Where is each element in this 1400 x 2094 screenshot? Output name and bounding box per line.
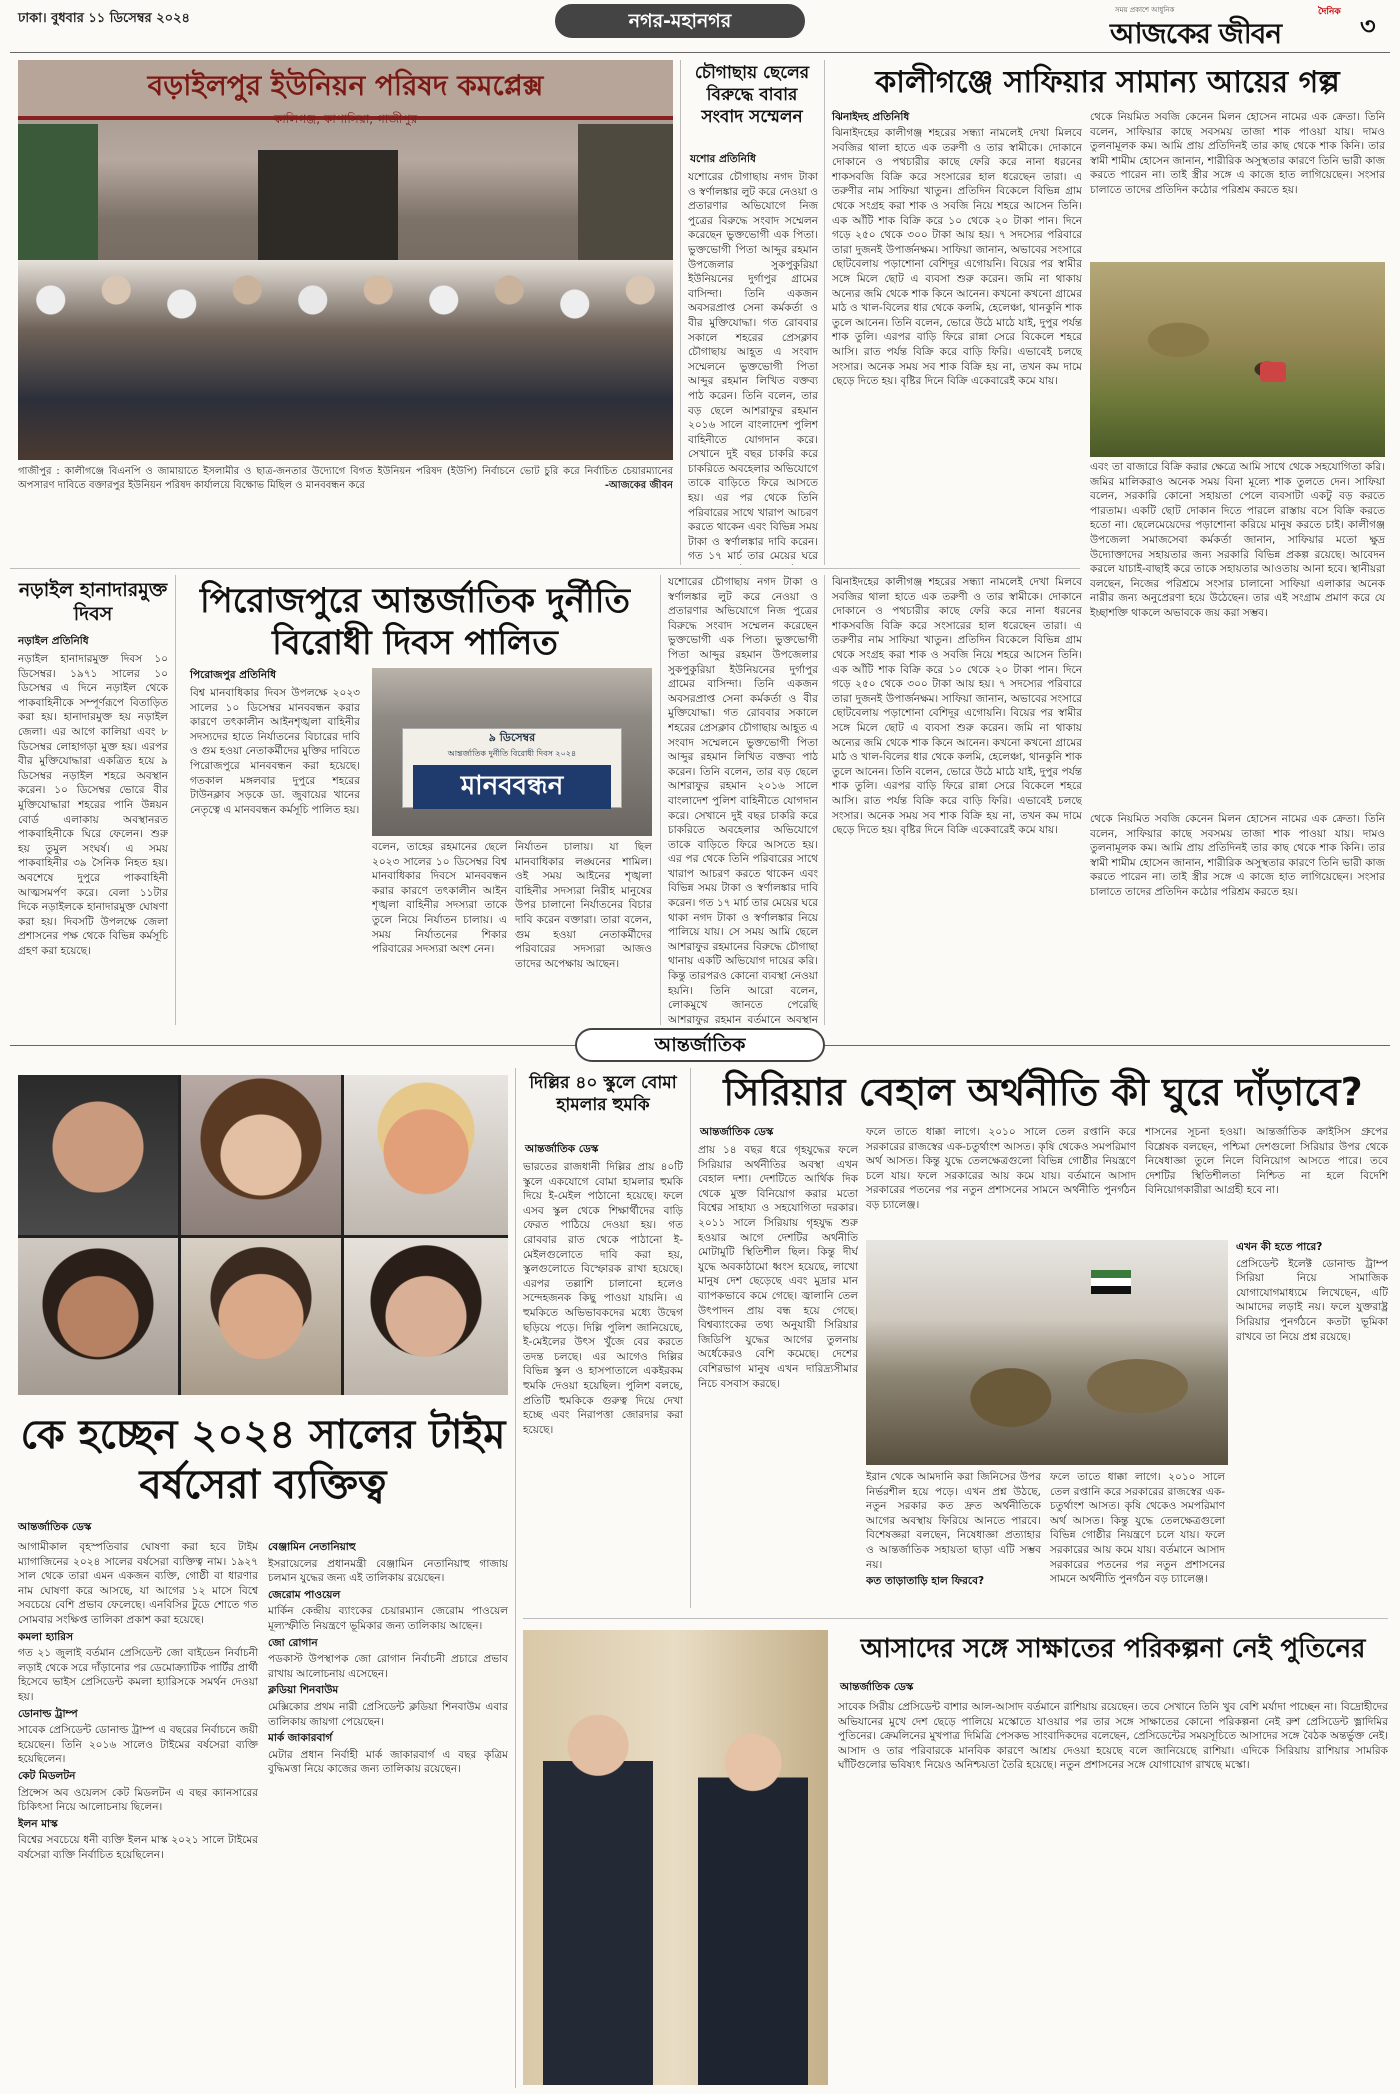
norail-body: নড়াইল হানাদারমুক্ত দিবস ১০ ডিসেম্বর। ১৯৭১ সালের ১০ ডিসেম্বর এ দিনে নড়াইল থেকে পাকবাহিনীকে সম্পূর্ণরূপে বিতাড়িত করা হয়। হানাদারমুক্ত হয় নড়াইল জেলা। এর আগে কালিয়া এবং ৮ ডিসেম্বর লোহাগড়া মুক্ত হয়। এরপর বীর মুক্তিযোদ্ধারা একত্রিত হয়ে ৯ ডিসেম্বর নড়াইল শহরে অবস্থান করেন। ১০ ডিসেম্বর ভোরে বীর মুক্তিযোদ্ধারা শহরের পানি উন্নয়ন বোর্ড এলাকায় অবস্থানরত পাকবাহিনীকে ঘিরে ফেলেন। শুরু হয় তুমুল সংঘর্ষ। এ সময় পাকবাহিনীর ৩৯ সৈনিক নিহত হয়। অবশেষে দুপুরে পাকবাহিনী আত্মসমর্পণ করে। বেলা ১১টার দিকে নড়াইলকে হানাদারমুক্ত ঘোষণা করা হয়। দিবসটি উপলক্ষে জেলা প্রশাসনের পক্ষ থেকে বিভিন্ন কর্মসূচি গ্রহণ করা হয়েছে। bbox=[18, 653, 168, 957]
figure-assad bbox=[543, 1690, 653, 2085]
portrait-trump bbox=[344, 1075, 508, 1235]
syria-body-2: ফলে তাতে ধাক্কা লাগে। ২০১০ সালে তেল রপ্তানি করে সরকারের রাজস্বের এক-চতুর্থাংশ আসত। কৃষি থেকেও সমপরিমাণ অর্থ আসত। কিন্তু যুদ্ধে তেলক্ষেত্রগুলো বিভিন্ন গোষ্ঠীর নিয়ন্ত্রণে চলে যায়। ফলে সরকারের আয় কমে যায়। বর্তমানে আসাদ সরকারের পতনের পর নতুন প্রশাসনের সামনে অর্থনীতি পুনর্গঠন বড় চ্যালেঞ্জ। bbox=[866, 1126, 1136, 1211]
kaliganj-byline: ঝিনাইদহ প্রতিনিধি bbox=[832, 111, 910, 123]
time-body-left: আগামীকাল বৃহস্পতিবার ঘোষণা করা হবে টাইম ম্যাগাজিনের ২০২৪ সালের বর্ষসেরা ব্যক্তিত্ব নাম। ১৯২৭ সাল থেকে তারা এমন একজন ব্যক্তি, গোষ্ঠী বা ধারণার নাম ঘোষণা করে আসছে, যা আগের ১২ মাসে বিশ্বে সবচেয়ে বেশি প্রভাব ফেলেছে। এনবিসির টুডে শোতে গত সোমবার সংক্ষিপ্ত তালিকা প্রকাশ করা হয়েছে। কমলা হ্যারিস গত ২১ জুলাই বর্তমান প্রেসিডেন্ট জো বাইডেন নির্বাচনী লড়াই থেকে সরে দাঁড়ানোর পর ডেমোক্র্যাটিক পার্টির প্রার্থী হিসেবে ভাইস প্রেসিডেন্ট কমলা হ্যারিসকে সমর্থন দেওয়া হয়। ডোনাল্ড ট্রাম্প সাবেক প্রেসিডেন্ট ডোনাল্ড ট্রাম্প এ বছরের নির্বাচনে জয়ী হয়েছেন। তিনি ২০১৬ সালেও টাইমের বর্ষসেরা ব্যক্তি হয়েছিলেন। কেট মিডলটন প্রিন্সেস অব ওয়েলস কেট মিডলটন এ বছর ক্যানসারের চিকিৎসা নিয়ে আলোচনায় ছিলেন। ইলন মাস্ক বিশ্বের সবচেয়ে ধনী ব্যক্তি ইলন মাস্ক ২০২১ সালে টাইমের বর্ষসেরা ব্যক্তি নির্বাচিত হয়েছিলেন। bbox=[18, 1541, 258, 1861]
syria-headline: সিরিয়ার বেহাল অর্থনীতি কী ঘুরে দাঁড়াবে? bbox=[723, 1070, 1363, 1114]
kaliganj-body: ঝিনাইদহের কালীগঞ্জ শহরের সন্ধ্যা নামলেই দেখা মিলবে সবজির থালা হাতে এক তরুণী ও তার স্বামীকে। দোকানে দোকানে ও পথচারীর কাছে ফেরি করে নানা ধরনের শাকসবজি বিক্রি করে সংসারের হাল ধরেছেন তারা। এ তরুণীর নাম সাফিয়া খাতুন। প্রতিদিন বিকেলে বিভিন্ন গ্রাম থেকে সংগ্রহ করা শাক ও সবজি নিয়ে শহরে আসেন তিনি। এক আঁটি শাক বিক্রি করে ১০ থেকে ২০ টাকা পান। দিনে গড়ে ২৫০ থেকে ৩০০ টাকা আয় হয়। ৭ সদস্যের পরিবারে তারা দুজনই উপার্জনক্ষম। সাফিয়া জানান, অভাবের সংসারে ছোটবেলায় পড়াশোনা বেশিদূর এগোয়নি। বিয়ের পর স্বামীর সঙ্গে মিলে ছোট এ ব্যবসা শুরু করেন। জমি না থাকায় অন্যের জমি থেকে শাক কিনে আনেন। কখনো কখনো গ্রামের মাঠ ও খাল-বিলের ধার থেকে কলমি, হেলেঞ্চা, থানকুনি শাক তুলে আনেন। তিনি বলেন, ভোরে উঠে মাঠে যাই, দুপুর পর্যন্ত শাক তুলি। এরপর বাড়ি ফিরে রান্না সেরে বিকেলে শহরে আসি। রাত পর্যন্ত বিক্রি করে বাড়ি ফিরি। এভাবেই চলছে সংসার। অনেক সময় সব শাক বিক্রি হয় না, তখন কম দামে ছেড়ে দিতে হয়। বৃষ্টির দিনে বিক্রি একেবারেই কমে যায়। bbox=[832, 127, 1082, 388]
syria-sub-next: এখন কী হতে পারে? bbox=[1236, 1241, 1323, 1253]
delhi-headline: দিল্লির ৪০ স্কুলে বোমা হামলার হুমকি bbox=[529, 1073, 677, 1115]
protest-photo-caption: গাজীপুর : কালীগঞ্জে বিএনপি ও জামায়াতে ইসলামীর ও ছাত্র-জনতার উদ্যোগে বিগত ইউনিয়ন পরিষদ (ইউপি) নির্বাচনে ভোট চুরি করে নির্বাচিত চেয়ারম্যানের অপসারণ দাবিতে বক্তারপুর ইউনিয়ন পরিষদ কার্যালয়ে বিক্ষোভ মিছিল ও মানববন্ধন করে -আজকের জীবন bbox=[18, 466, 673, 491]
syria-body-4: শাসনের সূচনা হওয়া। আন্তর্জাতিক ক্রাইসিস গ্রুপের বিশ্লেষক বলছেন, পশ্চিমা দেশগুলো সিরিয়ার উপর থেকে নিষেধাজ্ঞা তুলে নিলে বিনিয়োগ আসতে পারে। তবে দেশটির স্থিতিশীলতা নিশ্চিত না হলে বিদেশি বিনিয়োগকারীরা আগ্রহী হবে না। bbox=[1145, 1126, 1388, 1197]
time-sub-netanyahu: বেঞ্জামিন নেতানিয়াহু bbox=[268, 1541, 356, 1553]
logo-tagline: সময় প্রকাশে আধুনিক bbox=[1115, 6, 1175, 14]
kaliganj-headline: কালীগঞ্জে সাফিয়ার সামান্য আয়ের গল্প bbox=[875, 65, 1340, 100]
time-sub-harris: কমলা হ্যারিস bbox=[18, 1630, 74, 1643]
time-sub-rogan: জো রোগান bbox=[268, 1636, 318, 1649]
kaliganj-body-continued-2: ঝিনাইদহের কালীগঞ্জ শহরের সন্ধ্যা নামলেই দেখা মিলবে সবজির থালা হাতে এক তরুণী ও তার স্বামীকে। দোকানে দোকানে ও পথচারীর কাছে ফেরি করে নানা ধরনের শাকসবজি বিক্রি করে সংসারের হাল ধরেছেন তারা। এ তরুণীর নাম সাফিয়া খাতুন। প্রতিদিন বিকেলে বিভিন্ন গ্রাম থেকে সংগ্রহ করা শাক ও সবজি নিয়ে শহরে আসেন তিনি। এক আঁটি শাক বিক্রি করে ১০ থেকে ২০ টাকা পান। দিনে গড়ে ২৫০ থেকে ৩০০ টাকা আয় হয়। ৭ সদস্যের পরিবারে তারা দুজনই উপার্জনক্ষম। সাফিয়া জানান, অভাবের সংসারে ছোটবেলায় পড়াশোনা বেশিদূর এগোয়নি। বিয়ের পর স্বামীর সঙ্গে মিলে ছোট এ ব্যবসা শুরু করেন। জমি না থাকায় অন্যের জমি থেকে শাক কিনে আনেন। কখনো কখনো গ্রামের মাঠ ও খাল-বিলের ধার থেকে কলমি, হেলেঞ্চা, থানকুনি শাক তুলে আনেন। তিনি বলেন, ভোরে উঠে মাঠে যাই, দুপুর পর্যন্ত শাক তুলি। এরপর বাড়ি ফিরে রান্না সেরে বিকেলে শহরে আসি। রাত পর্যন্ত বিক্রি করে বাড়ি ফিরি। এভাবেই চলছে সংসার। অনেক সময় সব শাক বিক্রি হয় না, তখন কম দামে ছেড়ে দিতে হয়। বৃষ্টির দিনে বিক্রি একেবারেই কমে যায়। bbox=[832, 576, 1082, 837]
photo-building-banner: বড়াইলপুর ইউনিয়ন পরিষদ কমপ্লেক্স কালিগঞ্জ, কাপাসিয়া, গাজীপুর bbox=[18, 60, 673, 120]
time-sub-kate: কেট মিডলটন bbox=[18, 1769, 76, 1782]
time-sub-trump: ডোনাল্ড ট্রাম্প bbox=[18, 1707, 78, 1720]
kaliganj-body-tail: থেকে নিয়মিত সবজি কেনেন মিলন হোসেন নামের এক ক্রেতা। তিনি বলেন, সাফিয়ার কাছে সবসময় তাজা শাক পাওয়া যায়। দামও তুলনামূলক কম। আমি প্রায় প্রতিদিনই তার কাছ থেকে শাক কিনি। তার স্বামী শামীম হোসেন জানান, শারীরিক অসুস্থতার কারণে তিনি ভারী কাজ করতে পারেন না। তাই স্ত্রীর সঙ্গে এ কাজে হাত লাগিয়েছেন। সংসার চালাতে তাদের প্রতিদিন কঠোর পরিশ্রম করতে হয়। bbox=[1090, 813, 1385, 898]
kaliganj-body-right: থেকে নিয়মিত সবজি কেনেন মিলন হোসেন নামের এক ক্রেতা। তিনি বলেন, সাফিয়ার কাছে সবসময় তাজা শাক পাওয়া যায়। দামও তুলনামূলক কম। আমি প্রায় প্রতিদিনই তার কাছ থেকে শাক কিনি। তার স্বামী শামীম হোসেন জানান, শারীরিক অসুস্থতার কারণে তিনি ভারী কাজ করতে পারেন না। তাই স্ত্রীর সঙ্গে এ কাজে হাত লাগিয়েছেন। সংসার চালাতে তাদের প্রতিদিন কঠোর পরিশ্রম করতে হয়। bbox=[1090, 111, 1385, 196]
syria-body-3: ইরান থেকে আমদানি করা জিনিসের উপর নির্ভরশীল হয়ে পড়ে। এখন প্রশ্ন উঠছে, নতুন সরকার কত দ্রুত অর্থনীতিকে আগের অবস্থায় ফিরিয়ে আনতে পারবে। বিশেষজ্ঞরা বলছেন, নিষেধাজ্ঞা প্রত্যাহার ও আন্তর্জাতিক সহায়তা ছাড়া এটি সম্ভব নয়। কত তাড়াতাড়ি হাল ফিরবে? bbox=[866, 1471, 1041, 1588]
chougachha-body-continued: যশোরের চৌগাছায় নগদ টাকা ও স্বর্ণালঙ্কার লুট করে নেওয়া ও প্রতারণার অভিযোগে নিজ পুত্রের বিরুদ্ধে সংবাদ সম্মেলন করেছেন ভুক্তভোগী এক পিতা। ভুক্তভোগী পিতা আব্দুর রহমান উপজেলার সুকপুকুরিয়া ইউনিয়নের দুর্গাপুর গ্রামের বাসিন্দা। তিনি একজন অবসরপ্রাপ্ত সেনা কর্মকর্তা ও বীর মুক্তিযোদ্ধা। গত রোববার সকালে শহরের প্রেসক্লাব চৌগাছায় আহূত এ সংবাদ সম্মেলনে ভুক্তভোগী পিতা আব্দুর রহমান লিখিত বক্তব্য পাঠ করেন। তিনি বলেন, তার বড় ছেলে আশরাফুর রহমান ২০১৬ সালে বাংলাদেশ পুলিশ বাহিনীতে যোগদান করে। সেখানে দুই বছর চাকরি করে চাকরিতে অবহেলার অভিযোগে তাকে বাড়িতে ফিরে আসতে হয়। এর পর থেকে তিনি পরিবারের সাথে খারাপ আচরণ করতে থাকেন এবং বিভিন্ন সময় টাকা ও স্বর্ণালঙ্কার দাবি করেন। গত ১৭ মার্চ তার মেয়ের ঘরে থাকা নগদ টাকা ও স্বর্ণালঙ্কার নিয়ে পালিয়ে যায়। সে সময় আমি ছেলে আশরাফুর রহমানের বিরুদ্ধে চৌগাছা থানায় একটি অভিযোগ দায়ের করি। কিন্তু তারপরও কোনো ব্যবস্থা নেওয়া হয়নি। তিনি আরো বলেন, লোকমুখে জানতে পেরেছি আশরাফুর রহমান বর্তমানে অবস্থান bbox=[668, 576, 818, 1025]
norail-byline: নড়াইল প্রতিনিধি bbox=[18, 635, 89, 647]
figure-putin bbox=[698, 1710, 808, 2085]
syria-sub-recovery: কত তাড়াতাড়ি হাল ফিরবে? bbox=[866, 1575, 985, 1588]
time-sub-musk: ইলন মাস্ক bbox=[18, 1817, 58, 1830]
pirojpur-byline: পিরোজপুর প্রতিনিধি bbox=[190, 669, 277, 681]
syria-body-3b: ফলে তাতে ধাক্কা লাগে। ২০১০ সালে তেল রপ্তানি করে সরকারের রাজস্বের এক-চতুর্থাংশ আসত। কৃষি থেকেও সমপরিমাণ অর্থ আসত। কিন্তু যুদ্ধে তেলক্ষেত্রগুলো বিভিন্ন গোষ্ঠীর নিয়ন্ত্রণে চলে যায়। ফলে সরকারের আয় কমে যায়। বর্তমানে আসাদ সরকারের পতনের পর নতুন প্রশাসনের সামনে অর্থনীতি পুনর্গঠন বড় চ্যালেঞ্জ। bbox=[1050, 1471, 1225, 1586]
pirojpur-headline: পিরোজপুরে আন্তর্জাতিক দুর্নীতি বিরোধী দিবস পালিত bbox=[199, 581, 631, 663]
field-worker bbox=[1260, 362, 1286, 382]
time-sub-sheinbaum: ক্লডিয়া শিনবাউম bbox=[268, 1684, 339, 1697]
chougachha-byline: যশোর প্রতিনিধি bbox=[690, 153, 756, 165]
chougachha-body: যশোরের চৌগাছায় নগদ টাকা ও স্বর্ণালঙ্কার লুট করে নেওয়া ও প্রতারণার অভিযোগে নিজ পুত্রের বিরুদ্ধে সংবাদ সম্মেলন করেছেন ভুক্তভোগী এক পিতা। ভুক্তভোগী পিতা আব্দুর রহমান উপজেলার সুকপুকুরিয়া ইউনিয়নের দুর্গাপুর গ্রামের বাসিন্দা। তিনি একজন অবসরপ্রাপ্ত সেনা কর্মকর্তা ও বীর মুক্তিযোদ্ধা। গত রোববার সকালে শহরের প্রেসক্লাব চৌগাছায় আহূত এ সংবাদ সম্মেলনে ভুক্তভোগী পিতা আব্দুর রহমান লিখিত বক্তব্য পাঠ করেন। তিনি বলেন, তার বড় ছেলে আশরাফুর রহমান ২০১৬ সালে বাংলাদেশ পুলিশ বাহিনীতে যোগদান করে। সেখানে দুই বছর চাকরি করে চাকরিতে অবহেলার অভিযোগে তাকে বাড়িতে ফিরে আসতে হয়। এর পর থেকে তিনি পরিবারের সাথে খারাপ আচরণ করতে থাকেন এবং বিভিন্ন সময় টাকা ও স্বর্ণালঙ্কার দাবি করেন। গত ১৭ মার্চ তার মেয়ের ঘরে bbox=[688, 171, 818, 563]
portrait-harris bbox=[18, 1238, 178, 1395]
section-label: নগর-মহানগর bbox=[555, 4, 805, 38]
syria-flag bbox=[1091, 1270, 1131, 1294]
time-collage bbox=[18, 1075, 508, 1395]
page-number: ৩ bbox=[1360, 12, 1376, 40]
putin-assad-photo bbox=[523, 1630, 828, 2085]
rally-photo bbox=[372, 668, 652, 836]
logo-small: দৈনিক bbox=[1318, 7, 1341, 17]
syria-byline: আন্তর্জাতিক ডেস্ক bbox=[700, 1126, 774, 1138]
time-sub-zuckerberg: মার্ক জাকারবার্গ bbox=[268, 1732, 333, 1745]
putin-byline: আন্তর্জাতিক ডেস্ক bbox=[840, 1681, 914, 1693]
putin-body: সাবেক সিরীয় প্রেসিডেন্ট বাশার আল-আসাদ বর্তমানে রাশিয়ায় রয়েছেন। তবে সেখানে তিনি খুব বেশি মর্যাদা পাচ্ছেন না। বিদ্রোহীদের অভিযানের মুখে দেশ ছেড়ে পালিয়ে মস্কোতে যাওয়ার পর তার সঙ্গে সাক্ষাতের কোনো পরিকল্পনা নেই রুশ প্রেসিডেন্ট ভ্লাদিমির পুতিনের। ক্রেমলিনের মুখপাত্র দিমিত্রি পেসকভ সাংবাদিকদের বলেছেন, প্রেসিডেন্টের সময়সূচিতে আসাদের সঙ্গে বৈঠক অন্তর্ভুক্ত নেই। আসাদ ও তার পরিবারকে মানবিক কারণে আশ্রয় দেওয়া হয়েছে বলে জানিয়েছে রাশিয়া। এদিকে সিরিয়ায় রাশিয়ার সামরিক ঘাঁটিগুলোর ভবিষ্যৎ নিয়েও অনিশ্চয়তা তৈরি হয়েছে। নতুন প্রশাসনের সঙ্গে যোগাযোগ রাখছে মস্কো। bbox=[838, 1701, 1388, 1772]
putin-headline: আসাদের সঙ্গে সাক্ষাতের পরিকল্পনা নেই পুতিনের bbox=[860, 1634, 1366, 1664]
rally-banner: ৯ ডিসেম্বর আন্তর্জাতিক দুর্নীতি বিরোধী দিবস ২০২৪ মানববন্ধন bbox=[402, 728, 622, 808]
syria-body-5: এখন কী হতে পারে? প্রেসিডেন্ট ইলেক্ট ডোনাল্ড ট্রাম্প সিরিয়া নিয়ে সামাজিক যোগাযোগমাধ্যমে লিখেছেন, এটি আমাদের লড়াই নয়। ফলে যুক্তরাষ্ট্র সিরিয়ার পুনর্গঠনে কতটা ভূমিকা রাখবে তা নিয়ে প্রশ্ন রয়েছে। bbox=[1236, 1241, 1388, 1343]
syria-body: প্রায় ১৪ বছর ধরে গৃহযুদ্ধের ফলে সিরিয়ার অর্থনীতির অবস্থা এখন বেহাল দশা। দেশটিতে আর্থিক দিক থেকে মুক্ত বিনিয়োগ করার মতো বিশ্বের সাহায্য ও সহযোগিতা দরকার। ২০১১ সালে সিরিয়ায় গৃহযুদ্ধ শুরু হওয়ার আগে দেশটির অর্থনীতি মোটামুটি স্থিতিশীল ছিল। কিন্তু দীর্ঘ যুদ্ধে অবকাঠামো ধ্বংস হয়েছে, লাখো মানুষ দেশ ছেড়েছে এবং মুদ্রার মান ব্যাপকভাবে কমে গেছে। জ্বালানি তেল উৎপাদন প্রায় বন্ধ হয়ে গেছে। বিশ্বব্যাংকের তথ্য অনুযায়ী সিরিয়ার জিডিপি যুদ্ধের আগের তুলনায় অর্ধেকেরও বেশি কমেছে। দেশের বেশিরভাগ মানুষ এখন দারিদ্র্যসীমার নিচে বসবাস করছে। bbox=[698, 1144, 858, 1390]
header-rule bbox=[10, 52, 1390, 53]
delhi-byline: আন্তর্জাতিক ডেস্ক bbox=[525, 1143, 599, 1155]
field-photo bbox=[1090, 262, 1385, 457]
delhi-body: ভারতের রাজধানী দিল্লির প্রায় ৪০টি স্কুলে একযোগে বোমা হামলার হুমকি দিয়ে ই-মেইল পাঠানো হয়েছে। ফলে এসব স্কুল থেকে শিক্ষার্থীদের বাড়ি ফেরত পাঠিয়ে দেওয়া হয়। গত রোববার রাত থেকে পাঠানো ই-মেইলগুলোতে দাবি করা হয়, স্কুলগুলোতে বিস্ফোরক রাখা হয়েছে। এরপর তল্লাশি চালানো হলেও সন্দেহজনক কিছু পাওয়া যায়নি। এ হুমকিতে অভিভাবকদের মধ্যে উদ্বেগ ছড়িয়ে পড়ে। দিল্লি পুলিশ জানিয়েছে, ই-মেইলের উৎস খুঁজে বের করতে তদন্ত চলছে। এর আগেও দিল্লির বিভিন্ন স্কুল ও হাসপাতালে একইরকম হুমকি দেওয়া হয়েছিল। পুলিশ বলছে, প্রতিটি হুমকিকে গুরুত্ব দিয়ে দেখা হচ্ছে এবং নিরাপত্তা জোরদার করা হয়েছে। bbox=[523, 1161, 683, 1436]
time-byline: আন্তর্জাতিক ডেস্ক bbox=[18, 1521, 92, 1533]
time-body-right: বেঞ্জামিন নেতানিয়াহু ইসরায়েলের প্রধানমন্ত্রী বেঞ্জামিন নেতানিয়াহু গাজায় চলমান যুদ্ধের জন্য এই তালিকায় রয়েছেন। জেরোম পাওয়েল মার্কিন কেন্দ্রীয় ব্যাংকের চেয়ারম্যান জেরোম পাওয়েল মূল্যস্ফীতি নিয়ন্ত্রণে ভূমিকার জন্য তালিকায় আছেন। জো রোগান পডকাস্ট উপস্থাপক জো রোগান নির্বাচনী প্রচারে প্রভাব রাখায় আলোচনায় এসেছেন। ক্লডিয়া শিনবাউম মেক্সিকোর প্রথম নারী প্রেসিডেন্ট ক্লডিয়া শিনবাউম এবার তালিকায় জায়গা পেয়েছেন। মার্ক জাকারবার্গ মেটার প্রধান নির্বাহী মার্ক জাকারবার্গ এ বছর কৃত্রিম বুদ্ধিমত্তা নিয়ে কাজের জন্য তালিকায় রয়েছেন। bbox=[268, 1541, 508, 1776]
crowd bbox=[18, 260, 673, 460]
pirojpur-body-3: নির্যাতন চালায়। যা ছিল মানবাধিকার লঙ্ঘনের শামিল। ওই সময় আইনের শৃঙ্খলা বাহিনীর সদস্যরা নিরীহ মানুষের উপর চালানো নির্যাতনের বিচার দাবি করেন বক্তারা। তারা বলেন, গুম হওয়া নেতাকর্মীদের পরিবারের সদস্যরা আজও তাদের অপেক্ষায় আছেন। bbox=[515, 841, 652, 970]
portrait-kate bbox=[181, 1075, 341, 1235]
section-label-international: আন্তর্জাতিক bbox=[575, 1028, 825, 1062]
portrait-rogan bbox=[18, 1075, 178, 1235]
kaliganj-body-continued: এবং তা বাজারে বিক্রি করার ক্ষেত্রে আমি সাথে থেকে সহযোগিতা করি। জমির মালিকরাও অনেক সময় বিনা মূল্যে শাক তুলতে দেন। সাফিয়া বলেন, সরকারি কোনো সহায়তা পেলে ব্যবসাটা একটু বড় করতে পারতাম। একটি ছোট দোকান দিতে পারলে রাস্তায় বসে বিক্রি করতে হতো না। ছেলেমেয়েদের পড়াশোনা করিয়ে মানুষ করতে চাই। কালীগঞ্জ উপজেলা সমাজসেবা কর্মকর্তা জানান, সাফিয়ার মতো ক্ষুদ্র উদ্যোক্তাদের সহায়তার জন্য সরকারি বিভিন্ন প্রকল্প রয়েছে। আবেদন করলে যাচাই-বাছাই করে তাকে সহায়তার আওতায় আনা হবে। স্থানীয়রা বলছেন, নিজের পরিশ্রমে সংসার চালানো সাফিয়া এলাকার অনেক নারীর জন্য অনুপ্রেরণা হয়ে উঠেছেন। তার এই সংগ্রাম প্রমাণ করে যে ইচ্ছাশক্তি থাকলে অভাবকে জয় করা সম্ভব। bbox=[1090, 461, 1385, 619]
pirojpur-body: বিশ্ব মানবাধিকার দিবস উপলক্ষে ২০২৩ সালের ১০ ডিসেম্বর মানববন্ধন করার কারণে তৎকালীন আইনশৃঙ্খলা বাহিনীর সদস্যদের হাতে নির্যাতনের বিচারের দাবি ও গুম হওয়া নেতাকর্মীদের মুক্তির দাবিতে পিরোজপুরে মানববন্ধন করা হয়েছে। গতকাল মঙ্গলবার দুপুরে শহরের টাউনক্লাব সড়কে ডা. জুবায়ের খানের নেতৃত্বে এ মানববন্ধন কর্মসূচি পালিত হয়। bbox=[190, 687, 360, 816]
syria-photo bbox=[866, 1240, 1228, 1465]
pirojpur-body-2: বলেন, তাহের রহমানের ছেলে ২০২৩ সালের ১০ ডিসেম্বর বিশ্ব মানবাধিকার দিবসে মানববন্ধন করার কারণে তৎকালীন আইন শৃঙ্খলা বাহিনীর সদস্যরা তাকে তুলে নিয়ে নির্যাতন চালায়। এ সময় নির্যাতনের শিকার পরিবারের সদস্যরা অংশ নেন। bbox=[372, 841, 507, 956]
portrait-sheinbaum bbox=[344, 1238, 508, 1395]
chougachha-headline: চৌগাছায় ছেলের বিরুদ্ধে বাবার সংবাদ সম্মেলন bbox=[694, 63, 810, 127]
time-headline: কে হচ্ছেন ২০২৪ সালের টাইম বর্ষসেরা ব্যক্তিত্ব bbox=[20, 1412, 506, 1508]
time-sub-powell: জেরোম পাওয়েল bbox=[268, 1588, 341, 1601]
protest-photo bbox=[18, 60, 673, 460]
portrait-musk bbox=[181, 1238, 341, 1395]
masthead-logo: আজকের জীবন bbox=[1110, 17, 1282, 50]
norail-headline: নড়াইল হানাদারমুক্ত দিবস bbox=[18, 579, 168, 625]
date-line: ঢাকা। বুধবার ১১ ডিসেম্বর ২০২৪ bbox=[18, 11, 190, 26]
